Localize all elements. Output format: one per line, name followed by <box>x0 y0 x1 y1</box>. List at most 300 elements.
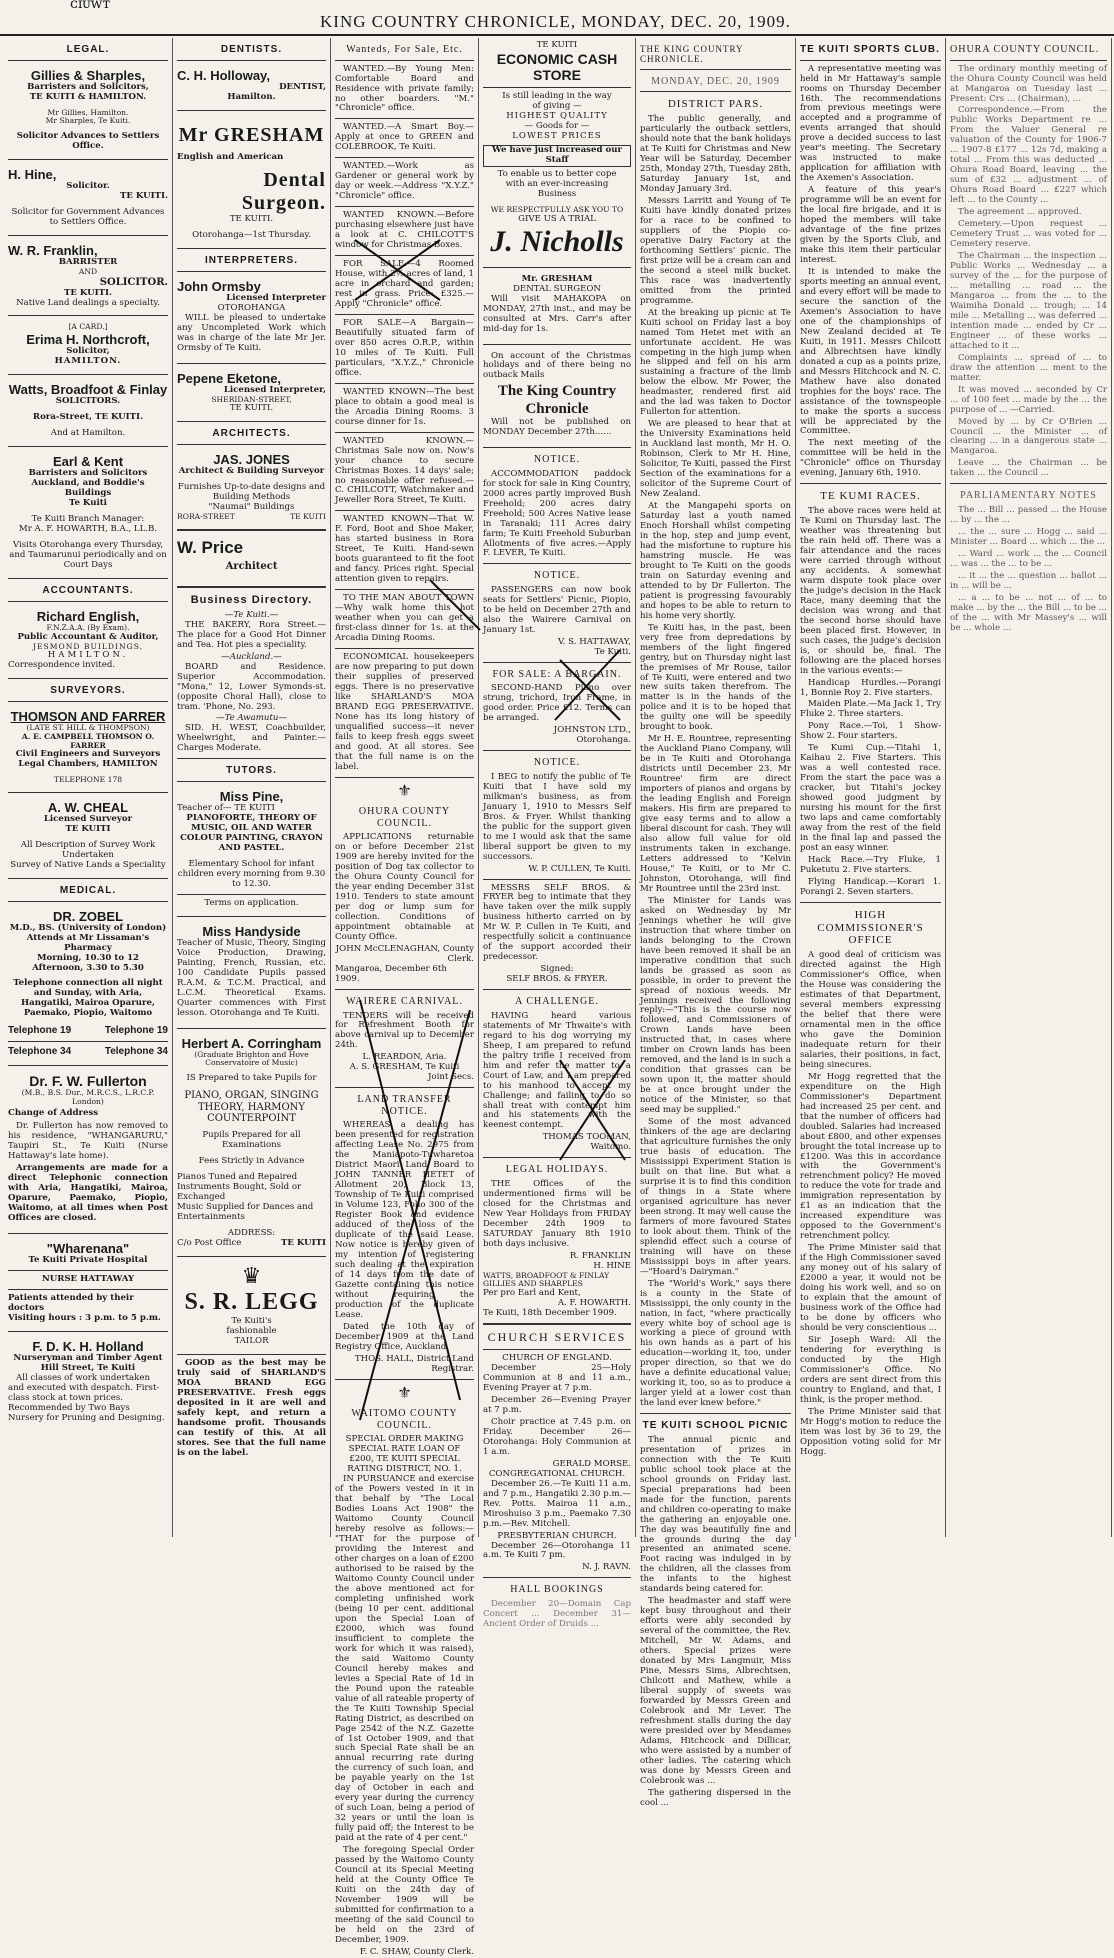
ad-line: Change of Address <box>8 1108 99 1119</box>
news-paragraph: The Prime Minister said that if the High Commissioner saved any money out of his salary of £2000 a year, it would not be doing his work well, and so on to explain that the amount of business work of the Office had to be done by officers who should be very conscientious ... <box>800 1243 941 1333</box>
ad-title: H. Hine, <box>8 167 57 183</box>
ad-title: Gillies & Sharples, <box>30 67 146 83</box>
ad-line: (Graduate Brighton and Hove Conservatoire of Music) <box>194 1049 309 1068</box>
news-paragraph: At the breaking up picnic at Te Kuiti school on Friday last a boy named Tom Hetet met with an unfortunate accident. He was competing in the high jump when he slipped and fell on his arm sustaining a fracture of the limb below the elbow. Mr Power, the headmaster, rendered first aid and the lad was taken to Doctor Fullerton for attention. <box>640 307 791 418</box>
ad-line: DENTIST, <box>279 81 326 92</box>
ad-line: Nurseryman and Timber Agent <box>13 1353 163 1364</box>
notice-signature: Otorohanga. <box>576 735 631 746</box>
news-paragraph: A good deal of criticism was directed against the High Commissioner's Office, when the House was considering the estimates of that Department, several members expressing the belief that there were ornamental men in the office who gave the Dominion inadequate return for their salaries, their positions, in fact, being sinecures. <box>800 950 941 1070</box>
news-paragraph: Complaints ... spread of ... to draw the attention ... ment to the matter. <box>950 352 1107 383</box>
news-paragraph: A representative meeting was held in Mr Hattaway's sample rooms on Thursday December 16th. The recommendations from previous meetings were accepted and a programme of events arranged that should prove a decided success to last year's meeting. The Secretary was instructed to make application for affiliation with the Axemen's Association. <box>800 63 941 184</box>
ad-gillies-sharples <box>8 65 168 156</box>
directory-entry: THE BAKERY, Rora Street.—The place for a Good Hot Dinner and Tea. Hot pies a speciality. <box>177 619 326 650</box>
ad-line: TE KUITI <box>536 40 578 50</box>
ad-line: HAMILTON. <box>47 650 129 661</box>
ad-line: TELEPHONE 178 <box>53 775 123 785</box>
classified-ad: FOR SALE—A Bargain—Beautifully situated farm of over 850 acres O.R.P., within 10 miles of Te Kuiti. Full particulars, "X.Y.Z.," Chronicle office. <box>335 317 474 378</box>
ad-line: TE KUITI & HAMILTON. <box>29 91 147 102</box>
news-paragraph: ... the ... sure ... Hogg ... said ... Minister ... Board ... which ... the ... <box>950 526 1107 547</box>
notice-signature: A. S. GRESHAM, Te Kuiti <box>349 1062 460 1073</box>
notice-date: Te Kuiti, 18th December 1909. <box>483 1308 617 1319</box>
news-paragraph: Cemetery.—Upon request ... Cemetery Trust ... was voted for ... Cemetery reserve. <box>950 219 1107 250</box>
notice-signature: WATTS, BROADFOOT & FINLAY <box>483 1270 610 1280</box>
news-paragraph: The headmaster and staff were kept busy throughout and their efforts were ably seconded by several of the committee, the Rev. Mitchell, Mr W. Adams, and others. Special prizes were donated by Mrs Langmuir, Miss Pine, Messrs Sims, Albrechtsen, Chilcott and Mathew, while a liberal supply of sweets was forwarded by Messrs Green and Colebrook and Mr Lever. The refreshment stalls during the day were presided over by Mesdames Adams, Hitchcock and Dillicar, who were assisted by a number of other ladies. The catering which was done by Messrs Green and Colebrook was ... <box>640 1596 791 1786</box>
notice-date: Dated the 10th day of December 1909 at the Land Registry Office, Auckland. <box>335 1321 474 1352</box>
ad-line: Fees Strictly in Advance <box>198 1155 305 1166</box>
notice-body: TENDERS will be received for Refreshment Booth for above carnival up to December 24th. <box>335 1010 474 1051</box>
ad-line: PIANO, ORGAN, SINGING THEORY, HARMONY COUNTERPOINT <box>184 1090 319 1125</box>
church-heading: CHURCH OF ENGLAND. <box>502 1353 612 1364</box>
news-paragraph: The Chairman ... the inspection ... Public Works ... Wednesday ... a survey of the ... for the purpose of ... metalling ... road ... the Mangaroa ... from the ... to the Waimiha Donald ... trough; ... 14 mile ... Metalling ... was deferred ... intention made ... ended by Cr ... Engineer ... of these works ... attached to it ... <box>950 251 1107 351</box>
ad-corringham <box>177 1033 326 1252</box>
directory-town: —Te Kuiti.— <box>224 609 279 620</box>
ad-line: Barristers and Solicitors <box>28 468 148 479</box>
notice-signature: GILLIES AND SHARPLES <box>483 1279 583 1289</box>
crown-crest-icon: ♛ <box>241 1263 262 1289</box>
notice-body: PASSENGERS can now book seats for Settlers' Picnic, Piopio, to be held on December 27th and also the Wairere Carnival on January 1st. <box>483 585 631 635</box>
news-paragraph: The annual picnic and presentation of prizes in connection with the Te Kuiti public school took place at the school grounds on Friday last. Special preparations had been made for the function, parents and children co-operating to make the gathering an enjoyable one. The day was beautifully fine and the grounds during the day presented an animated scene. Foot racing was indulged in by the children, all the classes from the infants to the highest standards being catered for. <box>640 1434 791 1595</box>
news-paragraph: At the Mangapehi sports on Saturday last a youth named Enoch Horshall whilst competing in the hop, step and jump event, had the misfortune to rupture his hamstring muscle. He was brought to Te Kuiti on the goods train on Saturday evening and attended to by Dr Fullerton. The patient is progressing favourably and hopes to be able to return to his home very shortly. <box>640 501 791 621</box>
notice-heading: LAND TRANSFER NOTICE. <box>357 1094 452 1117</box>
ad-watts-broadfoot <box>8 379 168 442</box>
telephone-number: Telephone 34 <box>8 1045 72 1057</box>
column-wanteds <box>331 38 479 1957</box>
ad-title: DR. ZOBEL <box>52 908 124 924</box>
classified-ad: WANTED.—Work as Gardener or general work by day or week.—Address "X.Y.Z." "Chronicle" office. <box>335 161 474 202</box>
ad-line: JESMOND BUILDINGS, <box>32 641 144 651</box>
ad-title: F. D. K. H. Holland <box>32 1338 144 1354</box>
ad-line: And at Hamilton. <box>50 428 126 439</box>
classified-ad: ECONOMICAL housekeepers are now preparing to put down their supplies of preserved eggs. There is no preservative like SHARLAND'S MOA BRAND EGG PRESERVATIVE. None has its long history of unqualified success—it never fails to keep fresh eggs sweet and good. At all stores. See that the full name is on the label. <box>335 652 474 772</box>
notice-heading: NOTICE. <box>533 570 581 582</box>
classified-ad: WANTED KNOWN.— Christmas Sale now on. Now's your chance to secure Christmas Boxes. 14 days' sale; no reasonable offer refused.—C. CHILCOTT, Watchmaker and Jeweller Rora Street, Te Kuiti. <box>335 435 474 506</box>
notice-signature: Waitomo. <box>590 1142 631 1153</box>
notice-signature: F. C. SHAW, County Clerk. <box>359 1946 474 1957</box>
ad-line: SOLICITORS. <box>55 396 121 407</box>
ad-title: "Wharenana" <box>46 1241 130 1257</box>
news-paragraph: The ... Bill ... passed ... the House ... by ... the ... <box>950 504 1107 525</box>
race-result: Pony Race.—Toi, 1 Show-Show 2. Four starters. <box>800 721 941 742</box>
ad-line: Music Supplied for Dances and Entertainments <box>177 1201 314 1222</box>
ad-line: WE RESPECTFULLY ASK YOU TO <box>490 205 624 215</box>
ad-line: Visiting hours : 3 p.m. to 5 p.m. <box>8 1312 161 1323</box>
ad-title: S. R. LEGG <box>184 1289 319 1316</box>
ad-line: TE KUITI <box>280 1237 326 1248</box>
notice-body: THE Offices of the undermentioned firms will be closed for the Christmas and New Year Holidays from FRIDAY December 24th 1909 to SATURDAY January 8th 1910 both days inclusive. <box>483 1178 631 1249</box>
ad-line: Legal Chambers, HAMILTON <box>18 759 158 770</box>
church-service: Choir practice at 7.45 p.m. on Friday. December 26—Otorohanga: Holy Communion at 1 a.m. <box>483 1416 631 1457</box>
ad-title: W. R. Franklin, <box>8 243 98 259</box>
ad-title: Miss Handyside <box>202 923 301 939</box>
classified-ad: WANTED KNOWN—That W. F. Ford, Boot and Shoe Maker, has started business in Rora Street, Te Kuiti. Hand-sewn boots guaranteed to fit the foot and fancy. Prices right. Special attention given to repairs. <box>335 514 474 585</box>
ad-title: A. W. CHEAL <box>47 800 129 816</box>
telephone-row <box>8 1046 168 1058</box>
notice-signature: Joint Secs. <box>427 1072 474 1083</box>
ad-line: (LATE ST. HILL & THOMPSON) <box>26 722 150 732</box>
ad-title: J. Nicholls <box>490 224 624 258</box>
classified-ad: FOR SALE.—4 Roomed House, with 2½ acres of land, 1 acre in orchard and garden; rest in grass. Price: £325.—Apply "Chronicle" office. <box>335 259 474 309</box>
ad-line: Business <box>537 189 577 200</box>
ad-holloway <box>177 65 326 106</box>
directory-town: —Te Awamutu— <box>215 713 288 724</box>
ad-title: ECONOMIC CASH STORE <box>496 50 618 84</box>
classified-ad: WANTED.—By Young Men: Comfortable Board and Residence with private family; no other boarders. "M." "Chronicle" office. <box>335 63 474 114</box>
church-services-heading: CHURCH SERVICES <box>487 1330 627 1345</box>
ad-line: Teacher of— TE KUITI <box>177 803 275 814</box>
coat-of-arms-icon: ⚜ <box>397 780 412 800</box>
ad-line: C/o Post Office <box>177 1237 242 1248</box>
notice-signature: THOS. HALL, District Land Registrar. <box>354 1353 474 1374</box>
news-paragraph: Messrs Larritt and Young of Te Kuiti have kindly donated prizes for a race to be confined to suppliers of the Piopio co-operative Dairy Factory at the forthcoming Settlers' picnic. The first prize will be a cream can and the second a steel milk bucket. This race was inadvertently omitted from the printed programme. <box>640 195 791 306</box>
news-paragraph: We are pleased to hear that at the University Examinations held in Auckland last month, Mr H. O. Robinson, Clerk to Mr H. Hine, Solicitor, Te Kuiti, passed the First Section of the examinations for a solicitor of the Supreme Court of New Zealand. <box>640 419 791 500</box>
notice-signature: JOHNSTON LTD., <box>553 725 631 736</box>
notice-signature: THOMAS TOOMAN, <box>542 1132 631 1143</box>
notice-body: I BEG to notify the public of Te Kuiti that I have sold my milkman's business, as from January 1, 1910 to Messrs Self Bros. & Fryer. Whilst thanking the public for the support given to me I would ask that the same liberal support be given to my successors. <box>483 771 631 862</box>
notice-body: ACCOMMODATION paddock for stock for sale in King Country, 2000 acres partly improved Bush Freehold; 200 acres dairy Freehold; 500 Acres Native lease in Taranaki; 111 Acres dairy farm; Te Kuiti Freehold Suburban Allotments of five acres.—Apply F. LEVER, Te Kuiti. <box>483 468 631 559</box>
notice-signature: H. HINE <box>593 1260 631 1271</box>
ad-line: HIGHEST QUALITY <box>506 111 608 122</box>
ad-title: Earl & Kent <box>52 454 124 470</box>
race-result: Maiden Plate.—Ma Jack 1, Try Fluke 2. Three starters. <box>800 699 941 720</box>
ad-line: PIANOFORTE, THEORY OF MUSIC, OIL AND WATER COLOUR PAINTING, CRAYON AND PASTEL. <box>180 812 323 853</box>
masthead <box>0 0 1114 36</box>
issue-date: MONDAY, DEC. 20, 1909 <box>651 75 780 87</box>
ad-title: John Ormsby <box>177 278 261 294</box>
church-service: December 26.—Te Kuiti 11 a.m. and 7 p.m., Hangatiki 2.30 p.m.—Rev. Potts. Mairoa 11 a.m., Miroshuiso 3 p.m., Paemako 7.30 p.m.—Rev. Mitchell. <box>483 1478 631 1529</box>
ad-line: Hamilton. <box>227 91 276 102</box>
ad-line: "Naumai" Buildings <box>208 501 295 512</box>
ad-chronicle-notice <box>483 349 631 444</box>
news-paragraph: Moved by ... by Cr O'Brien ... Council ... the Minister ... of clearing ... in a dangerous state ... Mangaroa. <box>950 416 1107 457</box>
news-paragraph: The gathering dispersed in the cool ... <box>640 1787 791 1808</box>
church-service: December 25—Holy Communion at 8 and 11 a.m., Evening Prayer at 7 p.m. <box>483 1363 631 1393</box>
ad-line: of giving — <box>532 101 582 112</box>
ad-line: IS Prepared to take Pupils for <box>186 1073 317 1084</box>
masthead-cut-text: ᴄɪᴜᴡᴛ <box>70 0 111 12</box>
business-directory-heading: Business Directory. <box>190 594 313 607</box>
ad-line: We have just increased our Staff <box>483 145 631 167</box>
ad-line: Attends at Mr Lissaman's Pharmacy <box>26 932 150 953</box>
news-paragraph: Correspondence.—From the Public Works Department re ... From the Valuer General re valuation of the County for 1906-7 ... 1907-8 £177 ... 12s 7d, making a total ... From this was deducted ... Ohura Road Board, leaving ... the sum of £32 ... adjustment ... of Ohura Road Board ... £227 which left ... to the County ... <box>950 105 1107 206</box>
ad-line: WILL be pleased to undertake any Uncompleted Work which was in charge of the late Mr Jer. Ormsby of Te Kuiti. <box>177 312 326 353</box>
ad-line: Licensed Interpreter, <box>223 384 326 395</box>
ad-title: THOMSON AND FARRER <box>10 708 166 724</box>
notice-date: Mangaroa, December 6th 1909. <box>335 963 447 984</box>
ad-line: Mr Sharples, Te Kuiti. <box>45 116 131 126</box>
column-district-pars <box>636 38 796 1808</box>
ad-line: Te Kuiti <box>69 498 107 509</box>
telephone-number: Telephone 19 <box>8 1025 72 1037</box>
news-paragraph: The Minister for Lands was asked on Wednesday by Mr Jennings whether he will give instruction that where timber on lands belonging to the Crown have been removed it shall be an imperative condition that such lands be grassed as soon as possible, in order to prevent the spread of noxious weeds. Mr Jennings received the following reply:—"This is the course now followed, and Commissioners of Crown Lands have been instructed that, in cases where timber on Crown lands has been removed, and the land is in such a condition that grasses can be sown upon it, the matter should be at once brought under the notice of the Minister, so that seed may be supplied." <box>640 895 791 1116</box>
ad-line: GIVE US A TRIAL <box>518 213 596 224</box>
news-paragraph: ... a ... to be ... not ... of ... to make ... by the ... the Bill ... to be ... of the ... with Mr Massey's ... will be ... whole ... <box>950 592 1107 633</box>
accountants-heading: ACCOUNTANTS. <box>42 585 134 597</box>
ad-line: Mr Gillies, Hamilton. <box>47 107 129 117</box>
ohura-council-heading: OHURA COUNTY COUNCIL. <box>950 44 1100 55</box>
news-paragraph: Mr H. E. Rountree, representing the Auckland Piano Company, will be in Te Kuiti and Otorohanga districts until December 23. Mr Rountree' firm are direct importers of pianos and organs by the leading English and Foreign makers. His firm are prepared to give easy terms and to allow a liberal discount for cash. They will also allow full value for old instruments taken in exchange. Letters addressed to "Kelvin House," Te Kuiti, or to Mr C. Johnston, Otorohanga, will find Mr Rountree until the 23rd inst. <box>640 734 791 894</box>
ad-jas-jones <box>177 449 326 525</box>
ad-line: Public Accountant & Auditor, <box>17 631 159 642</box>
ad-wharenana <box>8 1238 168 1327</box>
ad-line: Furnishes Up-to-date designs and Building Methods <box>177 482 326 502</box>
church-heading: CONGREGATIONAL CHURCH. <box>488 1468 626 1479</box>
notice-signature: A. F. HOWARTH. <box>557 1298 631 1309</box>
telephone-number: Telephone 19 <box>104 1025 168 1037</box>
classified-ad: TO THE MAN ABOUT TOWN—Why walk home this hot weather when you can get a first-class dinner for 1s. at the Arcadia Dining Rooms. <box>335 593 474 644</box>
ad-title: Erima H. Northcroft, <box>26 332 150 348</box>
ad-richard-english <box>8 606 168 675</box>
ad-line: LOWEST PRICES <box>512 131 602 142</box>
ad-line: English and American <box>177 151 284 162</box>
te-kumi-races-heading: TE KUMI RACES. <box>820 490 921 503</box>
ad-line: Telephone connection all night and Sunday, with Aria, Hangatiki, Mairoa Oparure, Paemako, Piopio, Waitomo <box>13 978 163 1019</box>
ad-miss-handyside <box>177 921 326 1024</box>
ad-line: — Goods for — <box>524 121 590 132</box>
newspaper-title: KING COUNTRY CHRONICLE, MONDAY, DEC. 20, 1909. <box>320 12 791 31</box>
ad-line: Pianos Tuned and Repaired Instruments Bought, Sold or Exchanged <box>177 1171 302 1202</box>
classified-ad: WANTED.—A Smart Boy.—Apply at once to GREEN and COLEBROOK, Te Kuiti. <box>335 122 474 153</box>
column-notices <box>479 38 636 1629</box>
notice-heading: FOR SALE: A BARGAIN. <box>492 668 622 680</box>
ad-line: Rora-Street, TE KUITI. <box>32 412 144 423</box>
directory-town: —Auckland.— <box>221 651 282 662</box>
ad-line: All classes of work undertaken and executed with despatch. First-class stock at town prices. Recommended by Two Bays Nursery for Pruning and Designing. <box>8 1372 165 1423</box>
ad-eketone <box>177 368 326 418</box>
ad-line: Correspondence invited. <box>8 660 116 671</box>
ad-line: Licensed Surveyor <box>43 814 133 825</box>
ad-line: Architect & Building Surveyor <box>178 466 325 477</box>
church-heading: PRESBYTERIAN CHURCH. <box>497 1530 617 1541</box>
church-service: December 26—Otorohanga 11 a.m. Te Kuiti 7 pm. <box>483 1540 631 1561</box>
ad-line: Pupils Prepared for all Examinations <box>202 1129 301 1150</box>
ad-title: C. H. Holloway, <box>177 67 270 83</box>
telephone-number: Telephone 34 <box>104 1045 168 1057</box>
ad-hine <box>8 164 168 231</box>
race-result: Te Kumi Cup.—Titahi 1, Kaihau 2. Five Starters. This was a well contested race. From the start the pace was a cracker, but Titahi's jockey showed good judgment by nursing his mount for the first two laps and came comfortably away from the rest of the field in the final lap and passed the post an easy winner. <box>800 743 941 854</box>
ad-line: A. E. CAMPBELL THOMSON O. FARRER <box>21 731 155 750</box>
legal-heading: LEGAL. <box>66 44 110 55</box>
notice-signature: Te Kuiti. <box>594 646 631 657</box>
news-paragraph: Mr Hogg regretted that the expenditure on the High Commissioner's Department had increased 25 per cent. and that the number of officers had doubled. Salaries had increased about £800, and other expenses brought the total increase up to £1200. Was this in accordance with the Government's retrenchment policy? He moved to reduce the vote for trade and immigration representation by £1 as an indication that the increased expenditure was opposed to the Government's retrenchment policy. <box>800 1071 941 1242</box>
news-paragraph: A feature of this year's programme will be an event for the local fire brigade, and it is hoped the members will take advantage of the fine prizes given by the Sports Club, and make this item their particular interest. <box>800 185 941 265</box>
school-picnic-heading: TE KUITI SCHOOL PICNIC <box>642 1420 789 1432</box>
notice-signature: V. S. HATTAWAY, <box>557 636 631 647</box>
ad-line: Survey of Native Lands a Speciality <box>10 859 166 870</box>
ad-thomson-farrer <box>8 706 168 788</box>
ad-line: Dental Surgeon. <box>241 168 326 214</box>
ad-title: Herbert A. Corringham <box>181 1035 322 1051</box>
column-ohura-council <box>946 38 1112 1537</box>
ad-line: Solicitor for Government Advances to Settlers Office. <box>11 207 165 228</box>
ad-economic-cash-store <box>483 38 631 263</box>
classified-ad: WANTED KNOWN.—Before purchasing elsewhere just have a look at C. CHILCOTT'S window for Christmas Boxes. <box>335 210 474 251</box>
notice-body: MESSRS SELF BROS. & FRYER beg to intimate that they have taken over the milk supply business hitherto carried on by Mr W. P. Cullen in Te Kuiti, and respectfully solicit a continuance of the support accorded their predecessor. <box>483 882 631 963</box>
news-paragraph: The ordinary monthly meeting of the Ohura County Council was held at Mangaroa on Tuesday last ... Present: Crs ... (Chairman), ... <box>950 63 1107 104</box>
medical-heading: MEDICAL. <box>59 884 117 896</box>
ad-title: Pepene Eketone, <box>177 370 282 386</box>
news-paragraph: The next meeting of the committee will be held in the "Chronicle" office on Thursday evening, January 6th, 1910. <box>800 438 941 479</box>
notice-signature: W. P. CULLEN, Te Kuiti. <box>528 863 631 874</box>
ad-line: BARRISTER <box>58 257 118 268</box>
notice-signature: R. FRANKLIN <box>569 1250 631 1261</box>
ad-line: ADDRESS: <box>227 1227 276 1238</box>
notice-body: HAVING heard various statements of Mr Thwaite's with regard to his dog worrying my Sheep, I am prepared to refund the paltry trifle I received from him and refer the matter to a Court of Law, and I am prepared to his manhood to accept my Challenge; and failing to do so shall treat with contempt him and his statements with the keenest contempt. <box>483 1010 631 1131</box>
hall-bookings: December 20—Domain Cap Concert ... December 31—Ancient Order of Druids ... <box>483 1599 631 1629</box>
column-legal <box>4 38 173 1537</box>
coat-of-arms-icon: ⚜ <box>397 1382 412 1402</box>
news-paragraph: The public generally, and particularly the outback settlers, should note that the bank holidays at Te Kuiti for Christmas and New Year will be Saturday, December 25th, Monday 27th, Tuesday 28th, Saturday January 1st, and Monday January 3rd. <box>640 114 791 194</box>
ad-line: Native Land dealings a specialty. <box>16 297 160 308</box>
directory-entry: BOARD and Residence. Superior Accommodation. "Mona," 12, Lower Symonds-st. (opposite Choral Hall), close to tram. 'Phone, No. 293. <box>177 661 326 712</box>
notice-signature: Signed: <box>540 964 574 975</box>
ad-holland <box>8 1336 168 1429</box>
ad-title: Miss Pine, <box>219 788 284 804</box>
news-paragraph: It is intended to make the sports meeting an annual event, and every effort will be made to secure the sanction of the Axemen's Association to have one of the championships of New Zealand decided at Te Kuiti, in 1911. Messrs Chilcott and Albrechtsen have kindly donated a cup as a points prize, and Messrs Hitchcock and N. C. Mathew have also donated trophies for the boys' race. The assistance of the townspeople to make the sports a success will be appreciated by the Committee. <box>800 266 941 437</box>
news-paragraph: Some of the most advanced thinkers of the age are declaring that agriculture furnishes the only true basis of education. The Mississippi Experiment Station is built on that line. But what a surprise it is to find this condition of things in a State where organised agriculture has never been strong. It may well cause the farmers of more favoured States to look about them. Think of the splendid effect such a course of training will have on these Mississippi boys in after years.—"Hoard's Dairyman." <box>640 1117 791 1277</box>
ad-line: SOLICITOR. <box>99 276 168 288</box>
notice-heading: NOTICE. <box>533 454 581 466</box>
ad-earl-kent <box>8 451 168 574</box>
ad-line: Arrangements are made for a direct Telephonic connection with Aria, Hangatiki, Mairoa, Oparure, Paemako, Piopio, Waitomo, at all times when Post Offices are closed. <box>8 1163 168 1224</box>
ad-dr-fullerton <box>8 1070 168 1229</box>
ad-moa-preservative: GOOD as the best may be truly said of SHARLAND'S MOA BRAND EGG PRESERVATIVE. Fresh eggs deposited in it are well and safely kept, and return a handsome profit. Thousands can testify of this. At all stores. See that the full name is on the label. <box>177 1357 326 1458</box>
ad-line: On account of the Christmas holidays and of there being no outback Mails <box>483 350 631 381</box>
ad-title: The King Country Chronicle <box>497 383 617 417</box>
paper-heading: THE KING COUNTRY CHRONICLE. <box>640 44 744 65</box>
ad-line: Te Kuiti Private Hospital <box>28 1255 148 1266</box>
ad-line: All Description of Survey Work Undertaken <box>20 840 156 861</box>
church-service: December 26—Evening Prayer at 7 p.m. <box>483 1394 631 1415</box>
notice-heading: WAITOMO COUNTY COUNCIL. <box>351 1408 458 1431</box>
ad-line: RORA-STREET <box>177 511 235 521</box>
ad-miss-pine <box>177 786 326 912</box>
notice-heading: WAIRERE CARNIVAL. <box>346 995 463 1007</box>
column-professionals <box>173 38 331 1537</box>
news-paragraph: The "World's Work," says there is a county in the State of Mississippi, the only county in the nation, in fact, "where practically every white boy of school age is working a piece of ground with his own hands as a part of his education—working it, too, under proper direction, so that we do have a definite educational value; working it, too, so as to produce a larger yield at a lower cost than the land ever knew before." <box>640 1278 791 1409</box>
notice-heading: NOTICE. <box>533 757 581 769</box>
ad-cheal <box>8 797 168 874</box>
ad-line: HAMILTON. <box>54 356 122 367</box>
notice-signature: L. REARDON, Aria. <box>362 1052 447 1063</box>
ad-title: Mr. GRESHAM <box>521 273 593 284</box>
ad-line: Will visit MAHAKOPA on MONDAY, 27th inst., and may be consulted at Mrs. Carr's after mid-day for 1s. <box>483 293 631 334</box>
notice-body: APPLICATIONS returnable on or before December 21st 1909 are hereby invited for the position of Dog tax collector to the Ohura County Council for the year ending December 31st 1910. Tenders to state amount per dog or lump sum for collection. Conditions of appointment obtainable at County Office. <box>335 832 474 943</box>
ad-line: Elementary School for infant children every morning from 9.30 to 12.30. <box>177 858 326 889</box>
ad-title: Dr. F. W. Fullerton <box>29 1072 147 1089</box>
ad-line: Afternoon, 3.30 to 5.30 <box>32 962 144 973</box>
classified-ad: WANTED KNOWN—The best place to obtain a good meal is the Arcadia Dining Rooms. 3 course dinner for 1s. <box>335 386 474 427</box>
ad-line: Mr A. F. HOWARTH, B.A., LL.B. <box>18 524 158 535</box>
ad-line: Is still leading in the way <box>502 91 612 102</box>
ad-line: M.D., BS. (University of London) <box>9 922 167 933</box>
ad-line: Te Kuiti's <box>231 1316 272 1327</box>
news-paragraph: Te Kuiti has, in the past, been very free from depredations by members of the light fingered gentry, but on Thursday night last the premises of Mr Rouse, tailor of Te Kuiti, were entered and two new suits taken therefrom. The matter is in the hands of the police and it is to be hoped that the guilty one will be speedily brought to book. <box>640 622 791 733</box>
sports-club-heading: TE KUITI SPORTS CLUB. <box>800 44 940 55</box>
news-paragraph: The above races were held at Te Kumi on Thursday last. The weather was threatening but the rain held off. There was a fair attendance and the races were carried through without any accidents. A somewhat warm dispute took place over the judge's decision in the Hack Race, many deeming that the decision was wrong and that the second horse should have been placed first. However, in such cases, the judge's decision is, or should be, final. The following are the placed horses in the various events:— <box>800 506 941 676</box>
ad-line: Civil Engineers and Surveyors <box>15 749 161 760</box>
notice-heading: LEGAL HOLIDAYS. <box>505 1164 609 1176</box>
ad-line: TE KUITI. <box>229 214 274 225</box>
ad-legg-tailor <box>177 1261 326 1350</box>
church-signature: N. J. RAVN. <box>582 1562 631 1573</box>
ad-line: Licensed Interpreter <box>226 292 326 303</box>
notice-heading: A CHALLENGE. <box>515 996 599 1008</box>
notice-body: WHEREAS a dealing has been presented for registration affecting Lease No. 2975 from the Maniapoto-Tuwharetoa District Maori Land Board to JOHN TANNER HETET of Allotment 20, Block 13, Township of Te Kuiti comprised in Volume 123, Folio 300 of the Register Book and evidence adduced of the loss of the duplicate of the said Lease. Now notice is hereby given of my intention of registering such dealing at the expiration of 14 days from the date of Gazette containing this notice without requiring the production of the duplicate Lease. <box>335 1120 474 1320</box>
district-pars-heading: DISTRICT PARS. <box>667 98 764 111</box>
ad-ormsby <box>177 276 326 359</box>
hall-bookings-heading: HALL BOOKINGS <box>510 1584 604 1596</box>
ad-gresham-visit <box>483 272 631 340</box>
interpreters-heading: INTERPRETERS. <box>204 255 298 267</box>
ad-line: Terms on application. <box>204 897 299 908</box>
ad-line: (M.B., B.S. Dur., M.R.C.S., L.R.C.P. London) <box>21 1087 155 1106</box>
ad-line: F.N.Z.A.A. (By Exam). <box>46 622 130 632</box>
directory-entry: SID. H. WEST, Coachbuilder, Wheelwright, and Painter.—Charges Moderate. <box>177 723 326 754</box>
news-paragraph: Sir Joseph Ward: All the tendering for everything is conducted by the High Commissioner's Office. No orders are sent direct from this country to England, and that, I think, is the proper method. <box>800 1334 941 1405</box>
ad-line: Barristers and Solicitors, <box>27 81 149 92</box>
ad-line: Dr. Fullerton has now removed to his residence, "WHANGARURU," Taupiri St., Te Kuiti (Nurse Hattaway's late home). <box>8 1121 168 1162</box>
ad-line: DENTAL SURGEON <box>513 283 601 294</box>
parliamentary-notes-heading: PARLIAMENTARY NOTES <box>960 490 1097 502</box>
ad-line: TE KUITI <box>290 511 326 521</box>
ad-line: Solicitor. <box>66 181 110 192</box>
ad-line: SHERIDAN-STREET, <box>211 394 292 404</box>
notice-body: SECOND-HAND Piano over strung, trichord, Iron Frame, in good order. Price £12. Terms can be arranged. <box>483 683 631 724</box>
dentists-heading: DENTISTS. <box>220 44 283 55</box>
race-result: Flying Handicap.—Korari 1. Porangi 2. Seven starters. <box>800 876 941 897</box>
ad-title: JAS. JONES <box>213 451 290 467</box>
news-paragraph: ... Ward ... work ... the ... Council ... was ... the ... to be ... <box>950 548 1107 569</box>
news-paragraph: The Prime Minister said that Mr Hogg's motion to reduce the item was lost by 36 to 29, the Opposition voting solid for Mr Hogg. <box>800 1406 941 1457</box>
notice-signature: JOHN McCLENAGHAN, County Clerk. <box>335 944 474 965</box>
ad-line: Teacher of Music, Theory, Singing Voice Production, Drawing, Painting, French, Russian, etc. 100 Candidate Pupils passed R.A.M. & T.C.M. Practical, and L.C.M. Theoretical Exams. Quarter commences with First lesson. Otorohanga and Te Kuiti. <box>177 937 326 1018</box>
race-result: Handicap Hurdles.—Porangi 1, Bonnie Roy 2. Five starters. <box>800 677 941 698</box>
ad-line: TAILOR <box>234 1335 269 1346</box>
ad-line: TE KUITI. <box>119 191 168 202</box>
ad-line: [A CARD.] <box>68 322 108 332</box>
ad-line: Will not be published on MONDAY December 27th...... <box>483 417 631 438</box>
ad-line: Hill Street, Te Kuiti <box>40 1362 136 1373</box>
tutors-heading: TUTORS. <box>226 765 277 777</box>
notice-signature: Per pro Earl and Kent, <box>483 1288 581 1299</box>
telephone-row <box>8 1025 168 1037</box>
ad-line: AND <box>78 267 98 277</box>
ad-line: Solicitor Advances to Settlers Office. <box>16 131 160 152</box>
notice-signature: SELF BROS. & FRYER. <box>506 974 608 985</box>
ad-title: Watts, Broadfoot & Finlay <box>8 382 168 398</box>
news-paragraph: It was moved ... seconded by Cr ... of 100 feet ... made by the ... the purpose of ... —Carried. <box>950 384 1107 415</box>
ad-price <box>177 535 326 582</box>
high-commissioner-heading: HIGH COMMISSIONER'S OFFICE <box>817 908 924 947</box>
column-sports <box>796 38 946 1537</box>
ad-line: TE KUITI. <box>63 287 113 298</box>
church-signature: GERALD MORSE. <box>552 1458 631 1469</box>
ad-line: TE KUITI <box>65 824 111 835</box>
ad-line: Patients attended by their doctors <box>8 1293 134 1313</box>
ad-line: NURSE HATTAWAY <box>41 1274 135 1285</box>
surveyors-heading: SURVEYORS. <box>50 685 126 697</box>
ad-franklin <box>8 240 168 311</box>
architects-heading: ARCHITECTS. <box>212 428 291 440</box>
ad-line: To enable us to better cope <box>497 169 617 180</box>
news-paragraph: Leave ... the Chairman ... be taken ... the Council ... <box>950 458 1107 479</box>
race-result: Hack Race.—Try Fluke, 1 Puketutu 2. Five starters. <box>800 855 941 875</box>
ad-line: Otorohanga—1st Thursday. <box>192 230 311 241</box>
ad-line: Auckland, and Boddie's Buildings <box>31 478 145 499</box>
ad-line: Architect <box>225 561 278 573</box>
ad-line: Morning, 10.30 to 12 <box>36 952 140 963</box>
ad-line: OTOROHANGA <box>217 302 286 313</box>
